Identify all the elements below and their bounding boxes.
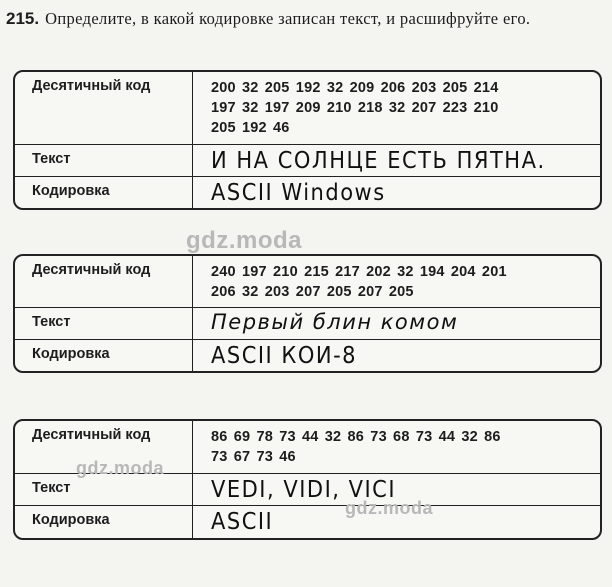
text-row bbox=[15, 145, 600, 177]
decimal-code-label: Десятичный код bbox=[15, 421, 193, 473]
task-number: 215. bbox=[6, 9, 40, 28]
text-row bbox=[15, 308, 600, 340]
decimal-code-value bbox=[193, 72, 600, 144]
encoding-label: Кодировка bbox=[15, 177, 193, 208]
decimal-code-row bbox=[15, 72, 600, 145]
watermark: gdz.moda bbox=[186, 227, 302, 254]
text-value: Первый блин комом bbox=[211, 310, 459, 334]
code-line: 86 69 78 73 44 32 86 73 68 73 44 32 86 bbox=[211, 429, 501, 445]
code-line: 206 32 203 207 205 207 205 bbox=[211, 284, 414, 300]
encoding-value: ASCII Windows bbox=[211, 179, 386, 206]
code-line: 73 67 73 46 bbox=[211, 449, 296, 465]
task-statement bbox=[6, 8, 606, 29]
code-line: 200 32 205 192 32 209 206 203 205 214 bbox=[211, 80, 499, 96]
task-text: Определите, в какой кодировке записан текст, и расшифруйте его. bbox=[45, 9, 531, 28]
encoding-label: Кодировка bbox=[15, 340, 193, 371]
watermark: gdz.moda bbox=[76, 458, 164, 478]
encoding-row bbox=[15, 177, 600, 208]
decimal-code-row bbox=[15, 256, 600, 308]
encoding-row bbox=[15, 340, 600, 371]
text-label: Текст bbox=[15, 145, 193, 176]
code-line: 197 32 197 209 210 218 32 207 223 210 bbox=[211, 100, 499, 116]
decimal-code-value bbox=[193, 256, 600, 307]
decimal-code-label: Десятичный код bbox=[15, 72, 193, 144]
encoding-value: ASCII КОИ-8 bbox=[211, 342, 358, 369]
encoding-value: ASCII bbox=[211, 508, 274, 535]
watermark: gdz.moda bbox=[345, 498, 433, 518]
encoding-table-3 bbox=[13, 419, 602, 540]
text-value: VEDI, VIDI, VICI bbox=[211, 476, 397, 503]
decimal-code-label: Десятичный код bbox=[15, 256, 193, 307]
text-value: И НА СОЛНЦЕ ЕСТЬ ПЯТНА. bbox=[211, 147, 546, 174]
decimal-code-value bbox=[193, 421, 600, 473]
text-label: Текст bbox=[15, 474, 193, 505]
encoding-table-1 bbox=[13, 70, 602, 210]
text-label: Текст bbox=[15, 308, 193, 339]
encoding-row bbox=[15, 506, 600, 538]
encoding-table-2 bbox=[13, 254, 602, 373]
encoding-label: Кодировка bbox=[15, 506, 193, 538]
code-line: 205 192 46 bbox=[211, 120, 290, 136]
code-line: 240 197 210 215 217 202 32 194 204 201 bbox=[211, 264, 507, 280]
